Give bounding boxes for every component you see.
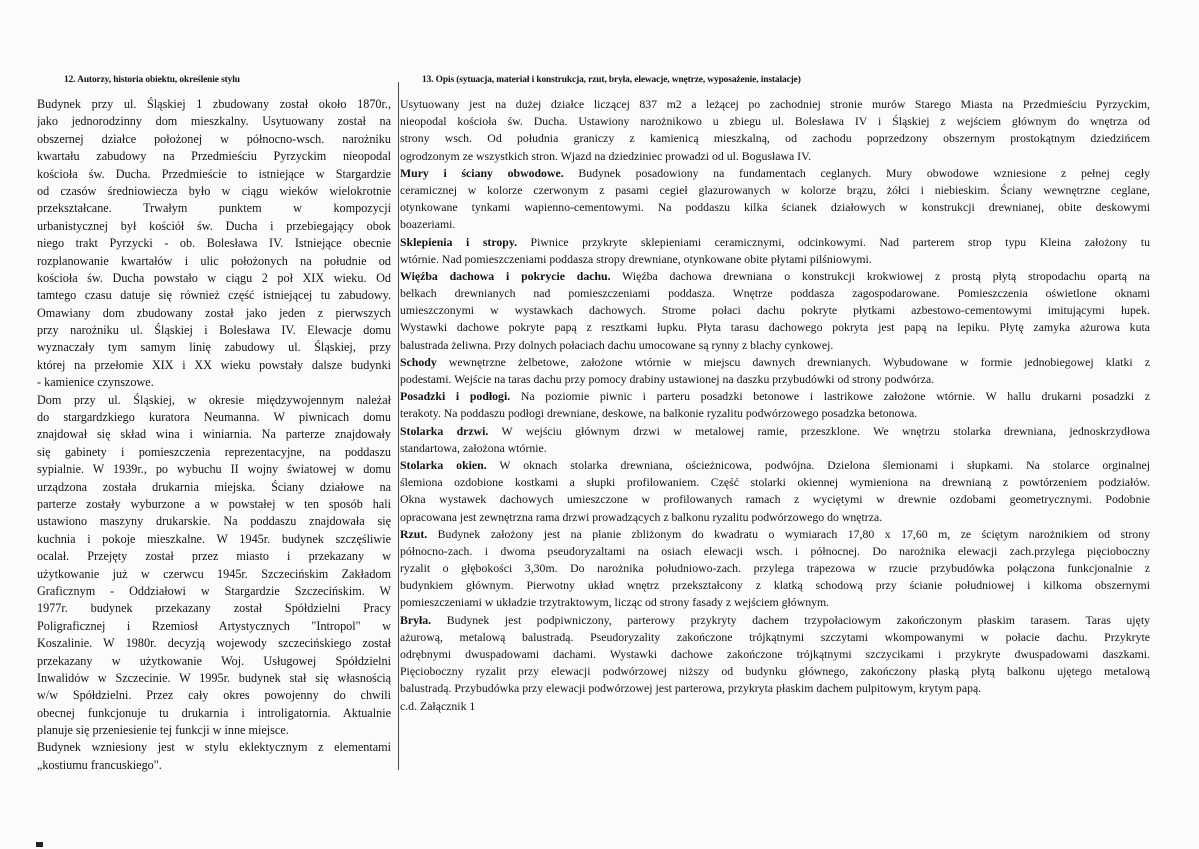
line-text: otynkowane tynkami wapienno-cementowymi. Na poddaszu kilka ścianek działowych w konstrukcji drewnianej, obite deskowymi (400, 200, 1150, 215)
text-line (37, 566, 391, 583)
line-text: terakoty. Na poddaszu podłogi drewniane, deskowe, na balkonie ryzalitu podwórzowego posadzka betonowa. (400, 406, 918, 421)
line-text: Poligraficznej i Rzemiosł Artystycznych "Intropol" w (37, 618, 391, 633)
line-text: Budynek przy ul. Śląskiej 1 zbudowany został około 1870r., (37, 97, 391, 111)
line-text: tamtego czasu datuje się również część istniejącej tu zabudowy. (37, 288, 391, 303)
line-text: wewnętrzne żelbetowe, założone wtórnie w miejscu dawnych drewnianych. Wybudowane w formie jednobiegowej klatki z (436, 354, 1150, 369)
line-text: balustrada żeliwna. Przy dolnych połaciach dachu umocowane są rynny z blachy cynkowej. (400, 337, 834, 352)
text-line (400, 216, 1150, 233)
line-text: podestami. Wejście na taras dachu przy pomocy drabiny ustawionej na daszku przybudówki od strony podwórza. (400, 372, 935, 386)
line-text: od czasów średniowiecza było w ciągu wieków wielokrotnie (37, 183, 391, 198)
line-text: Omawiany dom zbudowany został jako jeden z pierwszych (37, 305, 391, 320)
text-line (400, 319, 1150, 336)
text-line (400, 543, 1150, 560)
text-line (400, 423, 1150, 440)
text-line (400, 285, 1150, 302)
text-line (400, 199, 1150, 216)
line-text: odrębnymi dwuspadowami dachami. Wystawki dachowe zakończone trójkątnymi szczycikami i przykryte dwuspadowami daszkami. (400, 647, 1150, 661)
text-line (37, 339, 391, 356)
text-line (400, 234, 1150, 251)
text-line (37, 548, 391, 565)
text-line (37, 635, 391, 652)
line-text: ślemiona ozdobione kostkami a słupki profilowaniem. Część stolarki okiennej wymieniona na drewnianą z powtórzeniem podziałów. (400, 475, 1150, 490)
line-text: W oknach stolarka drewniana, ościeżnicowa, podwójna. Dzielona ślemionami i słupkami. Na stolarce orginalnej (486, 457, 1150, 472)
line-text: Wystawki dachowe pokryte papą z resztkami łupku. Płyta tarasu dachowego pokryta jest papą na lepiku. Płytę zamyka ażurowa kuta (400, 320, 1150, 335)
subsection-heading: Mury i ściany obwodowe. (400, 165, 564, 180)
line-text: Usytuowany jest na dużej działce liczącej 837 m2 a leżącej po zachodniej stronie murów Starego Miasta na Przedmieściu Pyrzyckim, (400, 97, 1150, 111)
text-line (37, 653, 391, 670)
line-text: w/w Spółdzielni. Przez cały okres powojenny do chwili (37, 688, 391, 703)
line-text: kwartału zabudowy na Przedmieściu Pyrzyckim nieopodal (37, 149, 391, 164)
line-text: Dom przy ul. Śląskiej, w okresie międzywojennym należał (37, 392, 391, 407)
section-12-heading: 12. Autorzy, historia obiektu, określenie stylu (64, 75, 240, 85)
line-text: - kamienice czynszowe. (37, 375, 154, 390)
text-line (400, 148, 1150, 165)
history-text (37, 96, 391, 774)
line-text: przekazany w użytkowanie Woj. Usługowej Spółdzielni (37, 653, 391, 668)
line-text: W wejściu głównym drzwi w metalowej ramie, przeszklone. We wnętrzu stolarka drewniana, jednoskrzydłowa (488, 423, 1150, 438)
subsection-heading: Więźba dachowa i pokrycie dachu. (400, 268, 611, 283)
line-text: balustradą. Przybudówka przy elewacji podwórzowej jest parterowa, przykryta płaskim dachem pulpitowym, krytym papą. (400, 681, 982, 696)
line-text: sypialnie. W 1939r., po wybuchu II wojny światowej w domu (37, 462, 391, 477)
line-text: Budynek założony jest na planie zbliżonym do kwadratu o wymiarach 17,80 x 17,60 m, ze ściętym narożnikiem od strony (427, 526, 1150, 541)
line-text: budynkiem głównym. Pierwotny układ wnętrz przekształcony z klatką schodową przy ścianie południowej i kilkoma obszernymi (400, 578, 1150, 593)
text-line (37, 687, 391, 704)
text-line (400, 388, 1150, 405)
text-line (400, 680, 1150, 697)
text-line (400, 629, 1150, 646)
text-line (37, 531, 391, 548)
line-text: Graficznym - Oddziałowi w Stargardzie Szczecińskim. W (37, 583, 391, 598)
line-text: standartowa, założona wtórnie. (400, 440, 547, 455)
line-text: jako jednorodzinny dom mieszkalny. Usytuowany został na (37, 114, 391, 129)
text-line (37, 757, 391, 774)
description-text (400, 96, 1150, 715)
text-line (37, 618, 391, 635)
line-text: opracowana jest zewnętrzna rama drzwi prowadzących z balkonu ryzalitu podwórzowego do wnętrza. (400, 509, 883, 524)
text-line (400, 130, 1150, 147)
line-text: Budynek wzniesiony jest w stylu eklektycznym z elementami (37, 740, 391, 755)
line-text: ażurową, metalową balustradą. Pseudoryzality zakończone trójkątnymi szczytami wkompowanymi w połacie dachu. Przykryte (400, 629, 1150, 644)
subsection-heading: Bryła. (400, 612, 432, 627)
text-line (37, 479, 391, 496)
text-line (400, 96, 1150, 113)
line-text: północno-zach. i dwoma pseudoryzaltami na osiach elewacji wsch. i północnej. Do narożnika elewacji zach.przylega pięcioboczny (400, 543, 1150, 558)
line-text: ogrodzonym ze wszystkich stron. Wjazd na dziedziniec prowadzi od ul. Bogusława IV. (400, 148, 812, 163)
line-text: 1977r. budynek przekazany został Spółdzielni Pracy (37, 601, 391, 616)
text-line (400, 526, 1150, 543)
text-line (400, 251, 1150, 268)
text-line (37, 218, 391, 235)
line-text: wtórnie. Nad pomieszczeniami poddasza stropy drewniane, otynkowane obite płytami pilśniowymi. (400, 251, 872, 266)
text-line (400, 302, 1150, 319)
subsection-heading: Stolarka okien. (400, 457, 487, 472)
text-line (400, 560, 1150, 577)
text-line (400, 354, 1150, 371)
text-line (400, 337, 1150, 354)
line-text: Budynek jest podpiwniczony, parterowy przykryty dachem trzypołaciowym zakończonym płaskim tarasem. Taras ujęty (431, 612, 1150, 627)
column-divider (398, 82, 399, 770)
text-line (37, 461, 391, 478)
text-line (400, 646, 1150, 663)
text-line (37, 183, 391, 200)
line-text: Budynek posadowiony na fundamentach ceglanych. Mury obwodowe wzniesione z pełnej cegły (563, 165, 1150, 180)
line-text: się gabinety i pomieszczenia reprezentacyjne, na poddaszu (37, 444, 391, 459)
text-line (400, 405, 1150, 422)
line-text: kościoła św. Ducha. Przedmieście to istniejące w Stargardzie (37, 166, 391, 181)
text-line (400, 698, 1150, 715)
text-line (37, 148, 391, 165)
line-text: belkach drewnianych nad pomieszczeniami poddasza. Wnętrze poddasza zagospodarowane. Pomieszczenia oświetlone oknami (400, 286, 1150, 301)
line-text: Inwalidów w Szczecinie. W 1995r. budynek stał się własnością (37, 670, 391, 685)
text-line (400, 182, 1150, 199)
line-text: strony wsch. Od południa graniczy z kamienicą mieszkalną, od zachodu poprzedzony obszernym prostokątnym dziedzińcem (400, 131, 1150, 146)
scan-mark (36, 842, 43, 847)
line-text: ceramicznej w kolorze czerwonym z pasami cegieł glazurowanych w kolorze brązu, żółci i niebieskim. Ściany wewnętrzne ceglane, (400, 182, 1150, 197)
text-line (400, 440, 1150, 457)
text-line (37, 705, 391, 722)
line-text: Koszalinie. W 1980r. decyzją wojewody szczecińskiego został (37, 636, 391, 651)
line-text: „kostiumu francuskiego". (37, 757, 162, 772)
text-line (37, 392, 391, 409)
text-line (400, 474, 1150, 491)
text-line (37, 496, 391, 513)
line-text: użytkowanie już w czerwcu 1945r. Szczecińskim Zakładom (37, 566, 391, 581)
line-text: do stargardzkiego kuratora Neumanna. W piwnicach domu (37, 410, 391, 425)
line-text: przekształcane. Trwałym punktem w kompozycji (37, 201, 391, 216)
line-text: znajdował się skład wina i winiarnia. Na parterze znajdowały (37, 427, 391, 442)
subsection-heading: Stolarka drzwi. (400, 423, 489, 438)
line-text: wyznaczały tym samym linię zabudowy ul. Śląskiej, przy (37, 340, 391, 355)
text-line (37, 305, 391, 322)
text-line (37, 670, 391, 687)
text-line (37, 166, 391, 183)
text-line (37, 96, 391, 113)
subsection-heading: Rzut. (400, 526, 428, 541)
line-text: której na przełomie XIX i XX wieku powstały dalsze budynki (37, 357, 391, 372)
line-text: kuchnia i pokoje mieszkalne. W 1945r. budynek szczęśliwie (37, 531, 391, 546)
line-text: Okna wystawek dachowych umieszczone w profilowanych ramach z wyciętymi w drewnie ozdobami geometrycznymi. Podobnie (400, 492, 1150, 507)
text-line (37, 409, 391, 426)
line-text: planuje się przeniesienie tej funkcji w inne miejsce. (37, 723, 289, 738)
line-text: umieszczonymi w wystawkach dachowych. Strome połaci dachu pokryte płytkami azbestowo-cementowymi imitującymi łupek. (400, 303, 1150, 318)
text-line (37, 322, 391, 339)
text-line (37, 287, 391, 304)
line-text: przy narożniku ul. Śląskiej i Bolesława IV. Elewacje domu (37, 323, 391, 338)
text-line (400, 577, 1150, 594)
text-line (37, 374, 391, 391)
subsection-heading: Posadzki i podłogi. (400, 389, 511, 404)
text-line (400, 165, 1150, 182)
line-text: ryzalit o głębokości 3,30m. Do narożnika południowo-zach. przylega trapezowa w rzucie przybudówka połączona funkcjonalnie z (400, 561, 1150, 576)
text-line (37, 253, 391, 270)
section-13-heading: 13. Opis (sytuacja, materiał i konstrukcja, rzut, bryła, elewacje, wnętrze, wyposażenie, instalacje) (422, 75, 801, 85)
line-text: pomieszczeniami w układzie trzytraktowym, licząc od strony fasady z wejściem głównym. (400, 595, 830, 610)
line-text: Piwnice przykryte sklepieniami ceramicznymi, odcinkowymi. Nad parterem strop typu Kleina założony tu (517, 234, 1150, 249)
text-line (37, 513, 391, 530)
text-line (400, 594, 1150, 611)
text-line (400, 113, 1150, 130)
text-line (37, 583, 391, 600)
text-line (400, 371, 1150, 388)
text-line (400, 268, 1150, 285)
text-line (37, 600, 391, 617)
line-text: rozplanowanie kwartałów i ulic położonych na południe od (37, 253, 391, 268)
line-text: parterze zostały wyburzone a w powstałej w ten sposób hali (37, 496, 391, 511)
text-line (37, 131, 391, 148)
text-line (37, 426, 391, 443)
line-text: urządzona została drukarnia miejska. Ściany działowe na (37, 479, 391, 494)
line-text: ocalał. Przejęty został przez miasto i przekazany w (37, 549, 391, 564)
line-text: obecnej funkcjonuje tu drukarnia i introligatornia. Aktualnie (37, 705, 391, 720)
subsection-heading: Schody (400, 354, 437, 369)
text-line (37, 200, 391, 217)
text-line (37, 722, 391, 739)
line-text: ustawiono maszyny drukarskie. Na poddaszu znajdowała się (37, 514, 391, 529)
text-line (37, 235, 391, 252)
line-text: Pięcioboczny ryzalit przy elewacji podwórzowej niższy od budynku głównego, zakończony płaską płytą balkonu ujętego metalową (400, 664, 1150, 679)
text-line (400, 509, 1150, 526)
text-line (400, 457, 1150, 474)
line-text: kościoła św. Ducha powstało w ciągu 2 poł XIX wieku. Od (37, 270, 391, 285)
text-line (400, 663, 1150, 680)
text-line (37, 270, 391, 287)
subsection-heading: Sklepienia i stropy. (400, 234, 518, 249)
text-line (37, 113, 391, 130)
line-text: boazeriami. (400, 217, 456, 232)
text-line (37, 357, 391, 374)
line-text: niego trakt Pyrzycki - ob. Bolesława IV. Istniejące obecnie (37, 236, 391, 251)
line-text: urbanistycznej był kościół św. Ducha i przebiegający obok (37, 218, 391, 233)
line-text: nieopodal kościoła św. Ducha. Ustawiony narożnikowo u zbiegu ul. Bolesława IV i Śląskiej z wejściem głównym do wnętrza od (400, 114, 1150, 129)
text-line (37, 739, 391, 756)
line-text: Na poziomie piwnic i parteru posadzki betonowe i lastrikowe założone wtórnie. W hallu drukarni posadzki z (510, 389, 1150, 404)
text-line (37, 444, 391, 461)
line-text: Więźba dachowa drewniana o konstrukcji krokwiowej z prostą płytą stropodachu opartą na (610, 268, 1150, 283)
line-text: obszernej działce położonej w północno-wsch. narożniku (37, 131, 391, 146)
line-text: c.d. Załącznik 1 (400, 698, 476, 713)
text-line (400, 612, 1150, 629)
text-line (400, 491, 1150, 508)
